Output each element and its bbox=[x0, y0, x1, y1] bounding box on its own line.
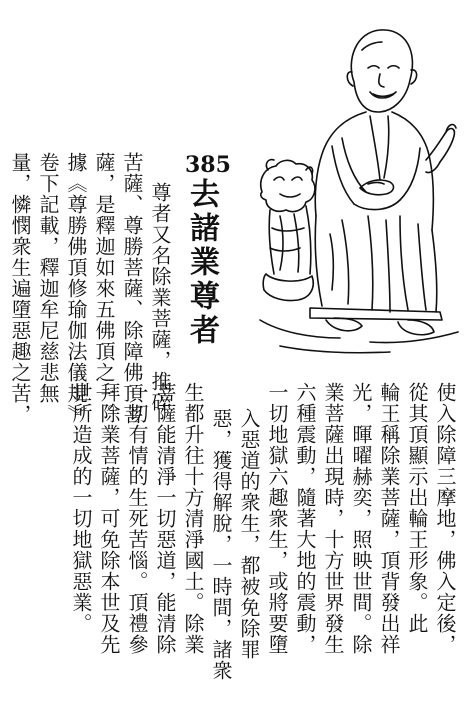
arhat-robe-lower bbox=[310, 216, 442, 335]
bottom-column-11: 菩薩能清淨一切惡道，能清除 bbox=[153, 382, 177, 655]
bottom-column-1: 使入除障三摩地，佛入定後， bbox=[433, 382, 457, 655]
body-column-1: 尊者又名除業菩薩，推碎 bbox=[148, 182, 172, 413]
arhat-body bbox=[315, 112, 456, 230]
bottom-column-8: 入惡道的衆生，都被免除罪 bbox=[237, 408, 261, 660]
bottom-column-13: 拜除業菩薩，可免除本世及先 bbox=[97, 382, 121, 655]
arhat-head bbox=[347, 30, 416, 112]
arhat-illustration bbox=[250, 20, 470, 360]
entry-title: 去諸業尊者 bbox=[184, 178, 219, 348]
body-column-5: 卷下記載，釋迦牟尼慈悲無 bbox=[36, 152, 60, 404]
bottom-column-9: 惡，獲得解脫，一時間，諸衆 bbox=[209, 408, 233, 681]
bottom-column-12: 一切有情的生死苦惱。頂禮參 bbox=[125, 382, 149, 655]
bottom-column-14: 世所造成的一切地獄惡業。 bbox=[69, 382, 93, 634]
bottom-column-5: 業菩薩出現時，十方世界發生 bbox=[321, 382, 345, 655]
bottom-column-2: 從其頂顯示出輪王形象。此 bbox=[405, 382, 429, 634]
lion-figure bbox=[261, 160, 315, 301]
entry-number: 385 bbox=[185, 152, 231, 178]
body-column-3: 薩，是釋迦如來五佛頂之一。 bbox=[92, 152, 116, 425]
body-column-2: 苦薩、尊勝菩薩、除障佛頂菩 bbox=[120, 152, 144, 425]
bottom-column-7: 一切地獄六趣衆生，或將要墮 bbox=[265, 382, 289, 655]
body-column-6: 量，憐憫衆生遍墮惡趣之苦， bbox=[8, 152, 32, 425]
bottom-column-10: 生都升往十方清淨國土。除業 bbox=[181, 382, 205, 655]
bottom-column-4: 光，暉曜赫奕，照映世間。除 bbox=[349, 382, 373, 655]
body-column-4: 據《尊勝佛頂修瑜伽法儀規》 bbox=[64, 152, 88, 425]
bottom-column-6: 六種震動，隨著大地的震動， bbox=[293, 382, 317, 655]
bottom-column-3: 輪王稱除業菩薩，頂背發出祥 bbox=[377, 382, 401, 655]
